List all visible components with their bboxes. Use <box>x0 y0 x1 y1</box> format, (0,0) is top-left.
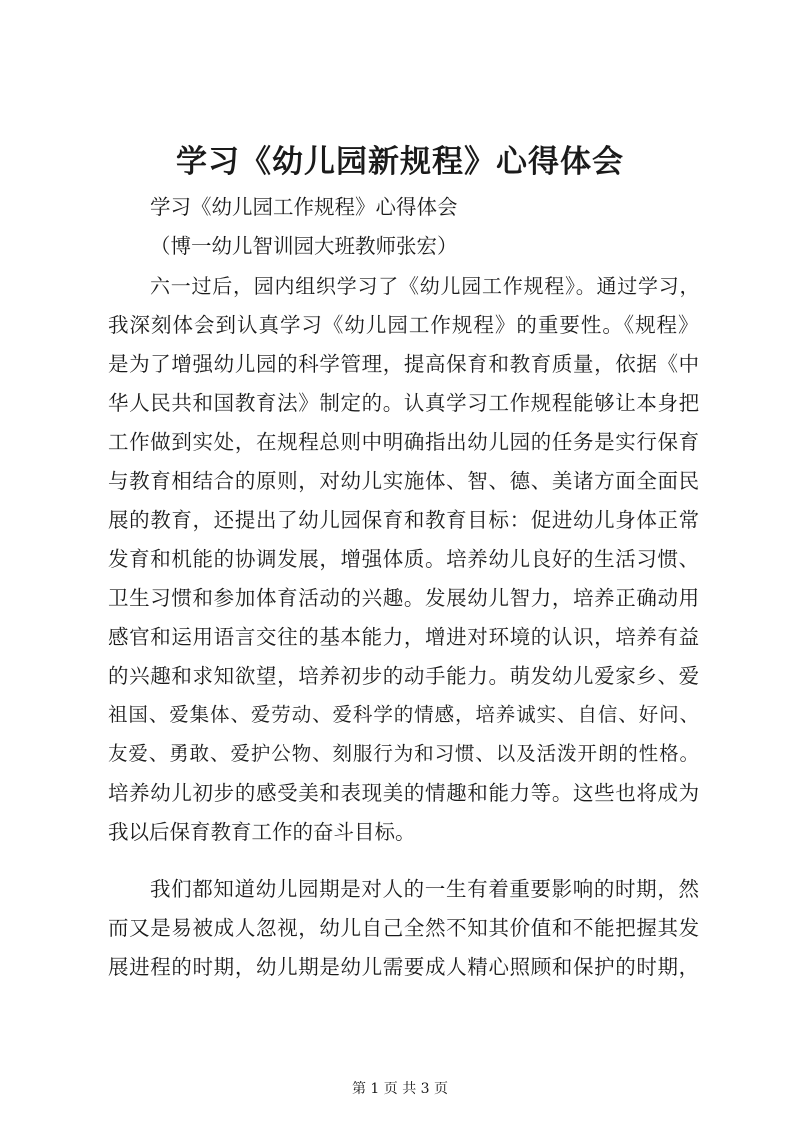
page-number-footer: 第 1 页 共 3 页 <box>351 1081 449 1097</box>
paragraph-1-line: 卫生习惯和参加体育活动的兴趣。发展幼儿智力，培养正确动用 <box>108 586 700 610</box>
author-line: （博一幼儿智训园大班教师张宏） <box>150 234 458 258</box>
paragraph-2-line: 展进程的时期，幼儿期是幼儿需要成人精心照顾和保护的时期， <box>108 955 700 979</box>
paragraph-1-line: 展的教育，还提出了幼儿园保育和教育目标：促进幼儿身体正常 <box>108 508 700 532</box>
paragraph-2-line: 我们都知道幼儿园期是对人的一生有着重要影响的时期，然 <box>150 877 700 901</box>
paragraph-1-line: 是为了增强幼儿园的科学管理，提高保育和教育质量，依据《中 <box>108 352 700 376</box>
document-subtitle: 学习《幼儿园工作规程》心得体会 <box>150 195 458 219</box>
paragraph-1-line: 祖国、爱集体、爱劳动、爱科学的情感，培养诚实、自信、好问、 <box>108 703 700 726</box>
paragraph-1-line: 工作做到实处，在规程总则中明确指出幼儿园的任务是实行保育 <box>108 430 700 454</box>
paragraph-1-line: 六一过后，园内组织学习了《幼儿园工作规程》。通过学习， <box>150 274 701 298</box>
paragraph-1-line: 感官和运用语言交往的基本能力，增进对环境的认识，培养有益 <box>108 625 700 649</box>
paragraph-1-line: 发育和机能的协调发展，增强体质。培养幼儿良好的生活习惯、 <box>108 547 700 571</box>
paragraph-1-line: 与教育相结合的原则，对幼儿实施体、智、德、美诸方面全面民 <box>108 469 700 493</box>
document-title: 学习《幼儿园新规程》心得体会 <box>176 144 624 180</box>
paragraph-1-line: 我以后保育教育工作的奋斗目标。 <box>108 820 416 844</box>
paragraph-1-line: 友爱、勇敢、爱护公物、刻服行为和习惯、以及活泼开朗的性格。 <box>108 742 700 765</box>
paragraph-1-line: 华人民共和国教育法》制定的。认真学习工作规程能够让本身把 <box>108 391 700 415</box>
paragraph-1-line: 我深刻体会到认真学习《幼儿园工作规程》的重要性。《规程》 <box>108 313 700 337</box>
paragraph-2-line: 而又是易被成人忽视，幼儿自己全然不知其价值和不能把握其发 <box>108 916 700 940</box>
paragraph-1-line: 培养幼儿初步的感受美和表现美的情趣和能力等。这些也将成为 <box>108 781 700 805</box>
paragraph-1-line: 的兴趣和求知欲望，培养初步的动手能力。萌发幼儿爱家乡、爱 <box>108 664 700 688</box>
